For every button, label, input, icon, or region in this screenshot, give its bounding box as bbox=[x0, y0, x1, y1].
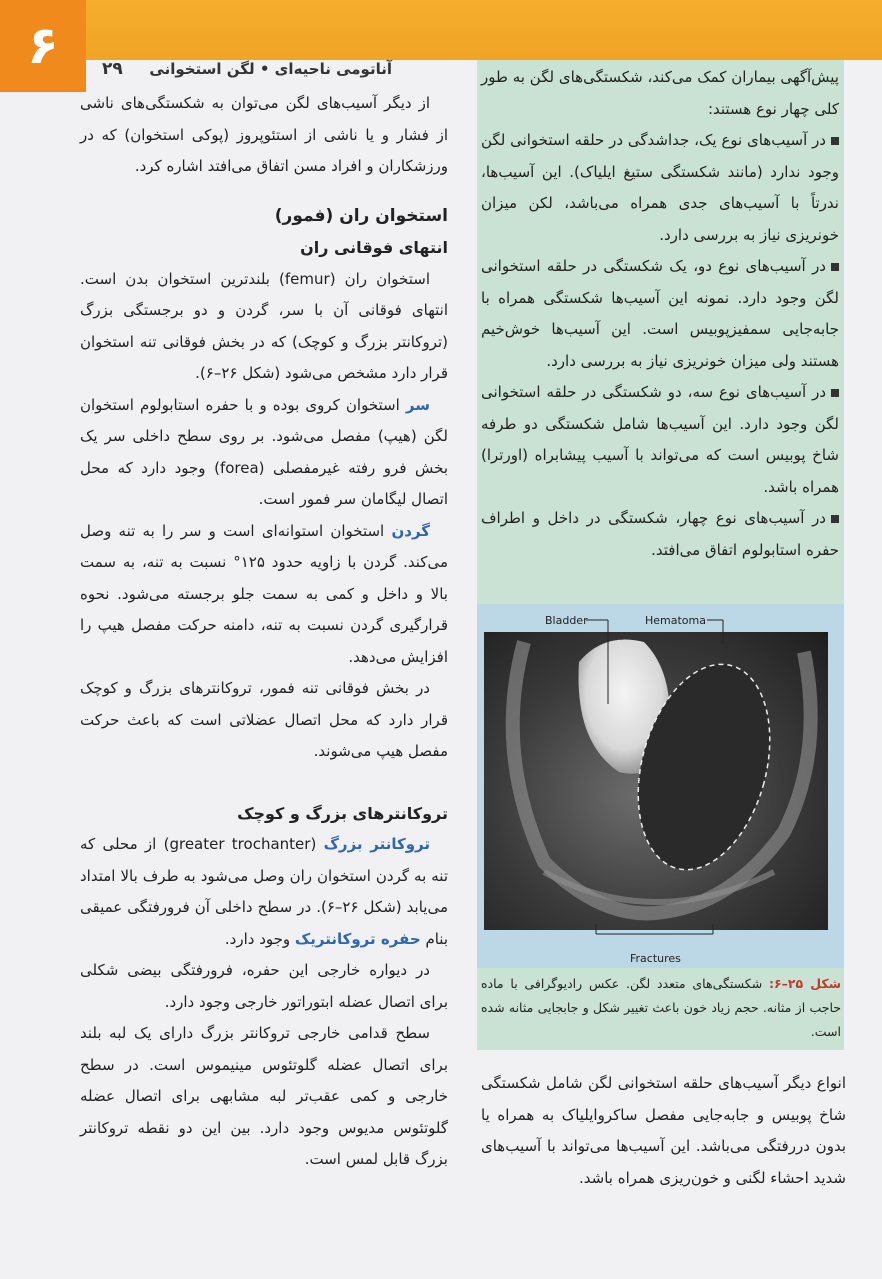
box-bullet-1 bbox=[481, 125, 839, 251]
label-hematoma: Hematoma bbox=[645, 614, 706, 627]
box-bullet-4 bbox=[481, 503, 839, 566]
head-text: استخوان کروی بوده و با حفره استابولوم استخوان لگن (هیپ) مفصل می‌شود. بر روی سطح داخلی سر یک بخش فرو رفته غیرمفصلی (forea) وجود دارد که محل اتصال لیگامان سر فمور است. bbox=[80, 395, 449, 508]
term-neck: گردن bbox=[391, 521, 430, 540]
heading-trochanters: تروکانترهای بزرگ و کوچک bbox=[237, 803, 448, 823]
right-bottom-paragraph: انواع دیگر آسیب‌های حلقه استخوانی لگن شامل شکستگی شاخ پوبیس و جابه‌جایی مفصل ساکروایلیاک به همراه یا بدون دررفتگی می‌باشد. این آسیب‌ها می‌تواند با آسیب‌های شدید احشاء لگنی و خون‌ریزی همراه باشد. bbox=[481, 1074, 846, 1187]
left-column bbox=[80, 88, 448, 1176]
term-greater-trochanter: تروکانتر بزرگ bbox=[323, 835, 430, 853]
header-band bbox=[0, 0, 882, 60]
box-bullet-3 bbox=[481, 377, 839, 503]
box-intro: پیش‌آگهی بیماران کمک می‌کند، شکستگی‌های لگن به طور کلی چهار نوع هستند: bbox=[481, 68, 839, 118]
caption-label: شکل ۲۵–۶: bbox=[768, 976, 841, 991]
paragraph-obturator: در دیواره خارجی این حفره، فرورفتگی بیضی شکلی برای اتصال عضله ابتوراتور خارجی وجود دارد. bbox=[80, 961, 448, 1011]
running-title: آناتومی ناحیه‌ای • لگن استخوانی bbox=[149, 60, 392, 78]
gt-text-end: وجود دارد. bbox=[224, 929, 295, 948]
term-head: سر bbox=[405, 395, 430, 414]
paragraph-trochanters-intro: در بخش فوقانی تنه فمور، تروکانترهای بزرگ و کوچک قرار دارد که محل اتصال عضلاتی است که باعث حرکت مفصل هیپ می‌شوند. bbox=[80, 679, 448, 760]
gt-text: (greater trochanter) از محلی که تنه به گردن استخوان ران وصل می‌شود به طرف بالا امتداد می‌یابد (شکل ۲۶–۶). در سطح داخلی آن فرورفتگی عمیقی بنام bbox=[80, 835, 448, 948]
bullet-2-text: در آسیب‌های نوع دو، یک شکستگی در حلقه استخوانی لگن وجود دارد. نمونه این آسیب‌ها شکستگی همراه با جابه‌جایی سمفیزپوبیس است. این آسیب‌ها خوش‌خیم هستند ولی میزان خونریزی نیاز به بررسی دارد. bbox=[481, 257, 839, 370]
paragraph-femur-intro: استخوان ران (femur) بلندترین استخوان بدن است. انتهای فوقانی آن با سر، گردن و دو برجستگی بزرگ (تروکانتر بزرگ و کوچک) که در بخش فوقانی تنه استخوان قرار دارد مشخص می‌شود (شکل ۲۶–۶). bbox=[80, 269, 448, 382]
box-bullet-2 bbox=[481, 251, 839, 377]
heading-femur: استخوان ران (فمور) bbox=[274, 205, 448, 226]
paragraph-neck bbox=[80, 516, 448, 674]
square-bullet-icon bbox=[831, 137, 839, 145]
caption-text: شکستگی‌های متعدد لگن. عکس رادیوگرافی با ماده حاجب از مثانه. حجم زیاد خون باعث تغییر شکل و جابجایی مثانه شده است. bbox=[481, 976, 841, 1039]
paragraph-head bbox=[80, 390, 448, 516]
heading-upper-end: انتهای فوقانی ران bbox=[300, 238, 448, 257]
paragraph-stress-fractures: از دیگر آسیب‌های لگن می‌توان به شکستگی‌های ناشی از فشار و یا ناشی از استئوپروز (پوکی استخوان) که در ورزشکاران و افراد مسن اتفاق می‌افتد اشاره کرد. bbox=[80, 94, 448, 175]
square-bullet-icon bbox=[831, 263, 839, 271]
neck-text: استخوان استوانه‌ای است و سر را به تنه وصل می‌کند. گردن با زاویه حدود ۱۲۵° نسبت به تنه، به سمت بالا و داخل و کمی به سمت جلو برجسته می‌شود. نحوه قرارگیری گردن نسبت به تنه، دامنه حرکت مفصل هیپ را افزایش می‌دهد. bbox=[80, 521, 448, 666]
square-bullet-icon bbox=[831, 515, 839, 523]
label-bladder: Bladder bbox=[545, 614, 588, 627]
right-column bbox=[481, 62, 839, 566]
running-head bbox=[92, 52, 392, 86]
term-trochanteric-fossa: حفره تروکانتریک bbox=[294, 929, 421, 948]
paragraph-gluteus: سطح قدامی خارجی تروکانتر بزرگ دارای یک لبه بلند برای اتصال عضله گلوتئوس مینیموس است. در سطح خارجی و کمی عقب‌تر لبه مشابهی برای اتصال عضله گلوتئوس مدیوس وجود دارد. بین این دو نقطه تروکانتر بزرگ قابل لمس است. bbox=[80, 1024, 448, 1168]
chapter-number: ۶ bbox=[0, 0, 86, 92]
figure-callout-lines bbox=[477, 604, 844, 968]
bullet-3-text: در آسیب‌های نوع سه، دو شکستگی در حلقه استخوانی لگن وجود دارد. این آسیب‌ها شامل شکستگی دو طرفه شاخ پوبیس است که می‌تواند با آسیب پیشابراه (اورترا) همراه باشد. bbox=[481, 383, 839, 496]
bullet-4-text: در آسیب‌های نوع چهار، شکستگی در داخل و اطراف حفره استابولوم اتفاق می‌افتد. bbox=[481, 509, 839, 559]
figure-caption bbox=[481, 972, 841, 1044]
bullet-1-text: در آسیب‌های نوع یک، جداشدگی در حلقه استخوانی لگن وجود ندارد (مانند شکستگی ستیغ ایلیاک). این آسیب‌ها، ندرتاً با آسیب‌های جدی همراه می‌باشد، لکن میزان خونریزی نیاز به بررسی دارد. bbox=[481, 131, 839, 244]
square-bullet-icon bbox=[831, 389, 839, 397]
label-fractures: Fractures bbox=[630, 952, 681, 965]
paragraph-greater-trochanter bbox=[80, 829, 448, 955]
page-number: ۲۹ bbox=[102, 59, 123, 79]
